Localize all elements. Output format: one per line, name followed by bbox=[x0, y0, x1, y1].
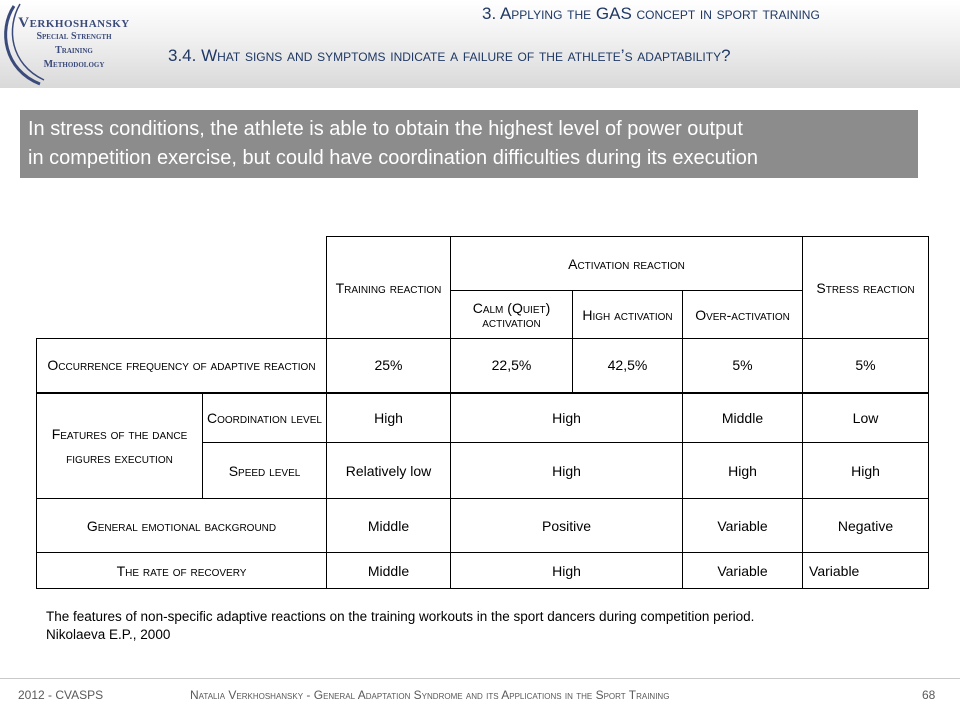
caption-source: Nikolaeva E.P., 2000 bbox=[46, 627, 171, 642]
blank-corner bbox=[37, 237, 327, 339]
head-training-reaction: Training reaction bbox=[327, 237, 451, 339]
cell-occurrence-training: 25% bbox=[327, 339, 451, 393]
cell-coordination-stress: Low bbox=[803, 393, 929, 443]
head-activation-reaction: Activation reaction bbox=[451, 237, 803, 291]
row-label-speed: Speed level bbox=[203, 443, 327, 499]
footer-left: 2012 - CVASPS bbox=[18, 688, 104, 702]
cell-occurrence-stress: 5% bbox=[803, 339, 929, 393]
cell-occurrence-calm: 22,5% bbox=[451, 339, 573, 393]
head-stress-reaction: Stress reaction bbox=[803, 237, 929, 339]
row-label-emotional: General emotional background bbox=[37, 499, 327, 553]
cell-speed-stress: High bbox=[803, 443, 929, 499]
cell-recovery-stress: Variable bbox=[803, 553, 929, 589]
cell-occurrence-over: 5% bbox=[683, 339, 803, 393]
head-calm-activation: Calm (Quiet) activation bbox=[451, 291, 573, 339]
cell-emotional-activation: Positive bbox=[451, 499, 683, 553]
logo-name: Verkhoshansky bbox=[18, 15, 130, 31]
cell-emotional-training: Middle bbox=[327, 499, 451, 553]
adaptive-reactions-table bbox=[36, 236, 929, 589]
caption-line-1: The features of non-specific adaptive reactions on the training workouts in the sport dancers during competition period. bbox=[46, 609, 755, 624]
cell-speed-activation: High bbox=[451, 443, 683, 499]
cell-speed-over: High bbox=[683, 443, 803, 499]
row-label-occurrence: Occurrence frequency of adaptive reaction bbox=[37, 339, 327, 393]
cell-coordination-training: High bbox=[327, 393, 451, 443]
logo-line2: Methodology bbox=[43, 59, 105, 70]
page-number: 68 bbox=[922, 688, 936, 702]
section-title: 3. Applying the GAS concept in sport training bbox=[482, 4, 820, 23]
cell-speed-training: Relatively low bbox=[327, 443, 451, 499]
logo bbox=[0, 0, 150, 86]
cell-recovery-activation: High bbox=[451, 553, 683, 589]
highlight-banner bbox=[20, 110, 918, 178]
footer-divider bbox=[0, 678, 960, 679]
subsection-title: 3.4. What signs and symptoms indicate a failure of the athlete’s adaptability? bbox=[168, 46, 731, 65]
slide-header bbox=[0, 0, 960, 88]
head-high-activation: High activation bbox=[573, 291, 683, 339]
cell-emotional-over: Variable bbox=[683, 499, 803, 553]
cell-recovery-over: Variable bbox=[683, 553, 803, 589]
row-label-recovery: The rate of recovery bbox=[37, 553, 327, 589]
head-over-activation: Over-activation bbox=[683, 291, 803, 339]
banner-line-2: in competition exercise, but could have coordination difficulties during its execution bbox=[28, 147, 759, 169]
cell-occurrence-high: 42,5% bbox=[573, 339, 683, 393]
cell-recovery-training: Middle bbox=[327, 553, 451, 589]
row-label-features: Features of the dance figures execution bbox=[37, 393, 203, 499]
cell-coordination-over: Middle bbox=[683, 393, 803, 443]
row-label-coordination: Coordination level bbox=[203, 393, 327, 443]
cell-emotional-stress: Negative bbox=[803, 499, 929, 553]
table-caption bbox=[46, 608, 926, 644]
cell-coordination-activation: High bbox=[451, 393, 683, 443]
logo-line1: Special Strength Training bbox=[36, 31, 112, 56]
banner-line-1: In stress conditions, the athlete is able to obtain the highest level of power output bbox=[28, 118, 743, 140]
footer-middle: Natalia Verkhoshansky - General Adaptation Syndrome and its Applications in the Sport Training bbox=[190, 688, 670, 702]
